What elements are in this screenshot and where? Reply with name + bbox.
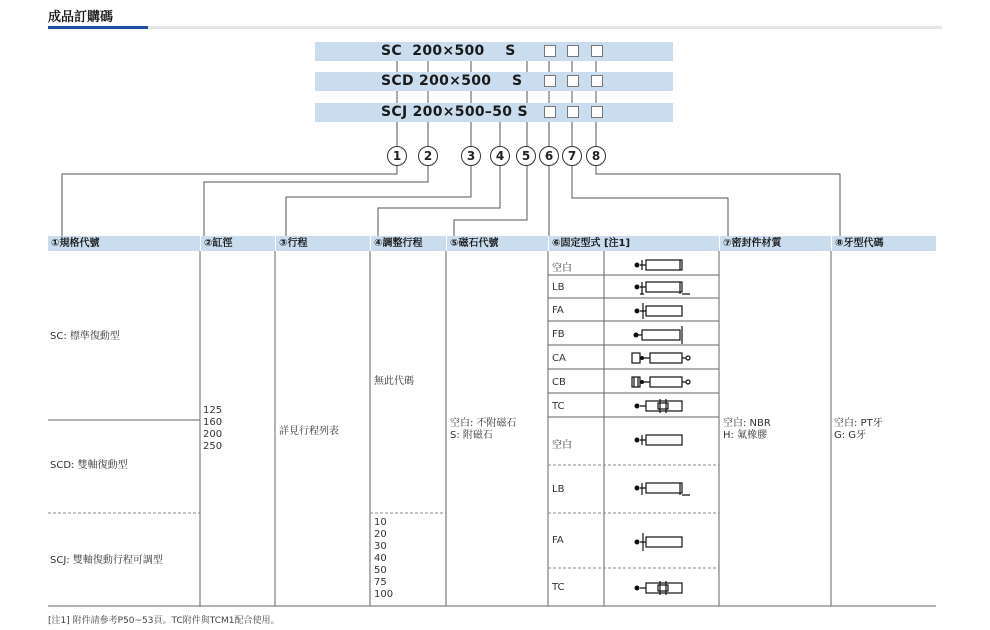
cylinder-symbol-double-fa (632, 533, 688, 551)
callout-6: 6 (539, 146, 559, 166)
seal-values: 空白: NBR H: 氟橡膠 (723, 418, 771, 441)
callout-2: 2 (418, 146, 438, 166)
footnote: [注1] 附件請參考P50~53頁。TC附件與TCM1配合使用。 (48, 616, 280, 626)
mount-label: CB (552, 377, 566, 388)
spec-scd: SCD: 雙軸復動型 (50, 460, 128, 471)
header-seal: ⑦密封件材質 (720, 236, 831, 251)
mount-label: LB (552, 282, 565, 293)
header-spec-code: ①規格代號 (48, 236, 200, 251)
cylinder-symbol-double-lb (632, 481, 692, 497)
mount-label: FA (552, 305, 564, 316)
mount-label: TC (552, 401, 565, 412)
cylinder-symbol-tc (632, 398, 688, 414)
header-magnet: ⑤磁石代號 (447, 236, 548, 251)
thread-values: 空白: PT牙 G: G牙 (834, 418, 883, 441)
header-adjust-stroke: ④調整行程 (371, 236, 446, 251)
callout-7: 7 (562, 146, 582, 166)
spec-sc: SC: 標準復動型 (50, 331, 120, 342)
cylinder-symbol-fb (632, 326, 688, 344)
header-thread: ⑧牙型代碼 (832, 236, 936, 251)
callout-4: 4 (490, 146, 510, 166)
callout-3: 3 (461, 146, 481, 166)
header-stroke: ③行程 (276, 236, 370, 251)
callout-8: 8 (586, 146, 606, 166)
stroke-note: 詳見行程列表 (279, 426, 339, 437)
adjust-values: 10 20 30 40 50 75 100 (374, 517, 394, 600)
mount-label: 空白 (552, 263, 572, 274)
adjust-none: 無此代碼 (374, 376, 414, 387)
callout-5: 5 (516, 146, 536, 166)
mount-label: CA (552, 353, 566, 364)
cylinder-symbol-double-basic (632, 433, 688, 447)
cylinder-symbol-ca (630, 350, 692, 366)
mount-label: FB (552, 329, 565, 340)
cylinder-symbol-basic (632, 258, 688, 272)
callout-1: 1 (387, 146, 407, 166)
spec-scj: SCJ: 雙軸復動行程可調型 (50, 555, 163, 566)
code-text-scj: SCJ 200×500–50 S (381, 104, 528, 120)
mount-label: 空白 (552, 440, 572, 451)
cylinder-symbol-double-tc (632, 580, 688, 596)
magnet-values: 空白: 不附磁石 S: 附磁石 (450, 418, 517, 441)
cylinder-symbol-fa (632, 303, 688, 319)
mount-label: LB (552, 484, 565, 495)
header-mounting: ⑥固定型式 [注1] (549, 236, 719, 251)
mount-label: FA (552, 535, 564, 546)
cylinder-symbol-cb (630, 374, 692, 390)
cylinder-symbol-lb (632, 280, 692, 296)
page-title: 成品訂購碼 (48, 10, 114, 25)
mount-label: TC (552, 582, 565, 593)
code-text-sc: SC 200×500 S (381, 43, 516, 59)
header-bore: ②缸徑 (201, 236, 275, 251)
bore-values: 125 160 200 250 (203, 405, 223, 452)
code-text-scd: SCD 200×500 S (381, 73, 523, 89)
